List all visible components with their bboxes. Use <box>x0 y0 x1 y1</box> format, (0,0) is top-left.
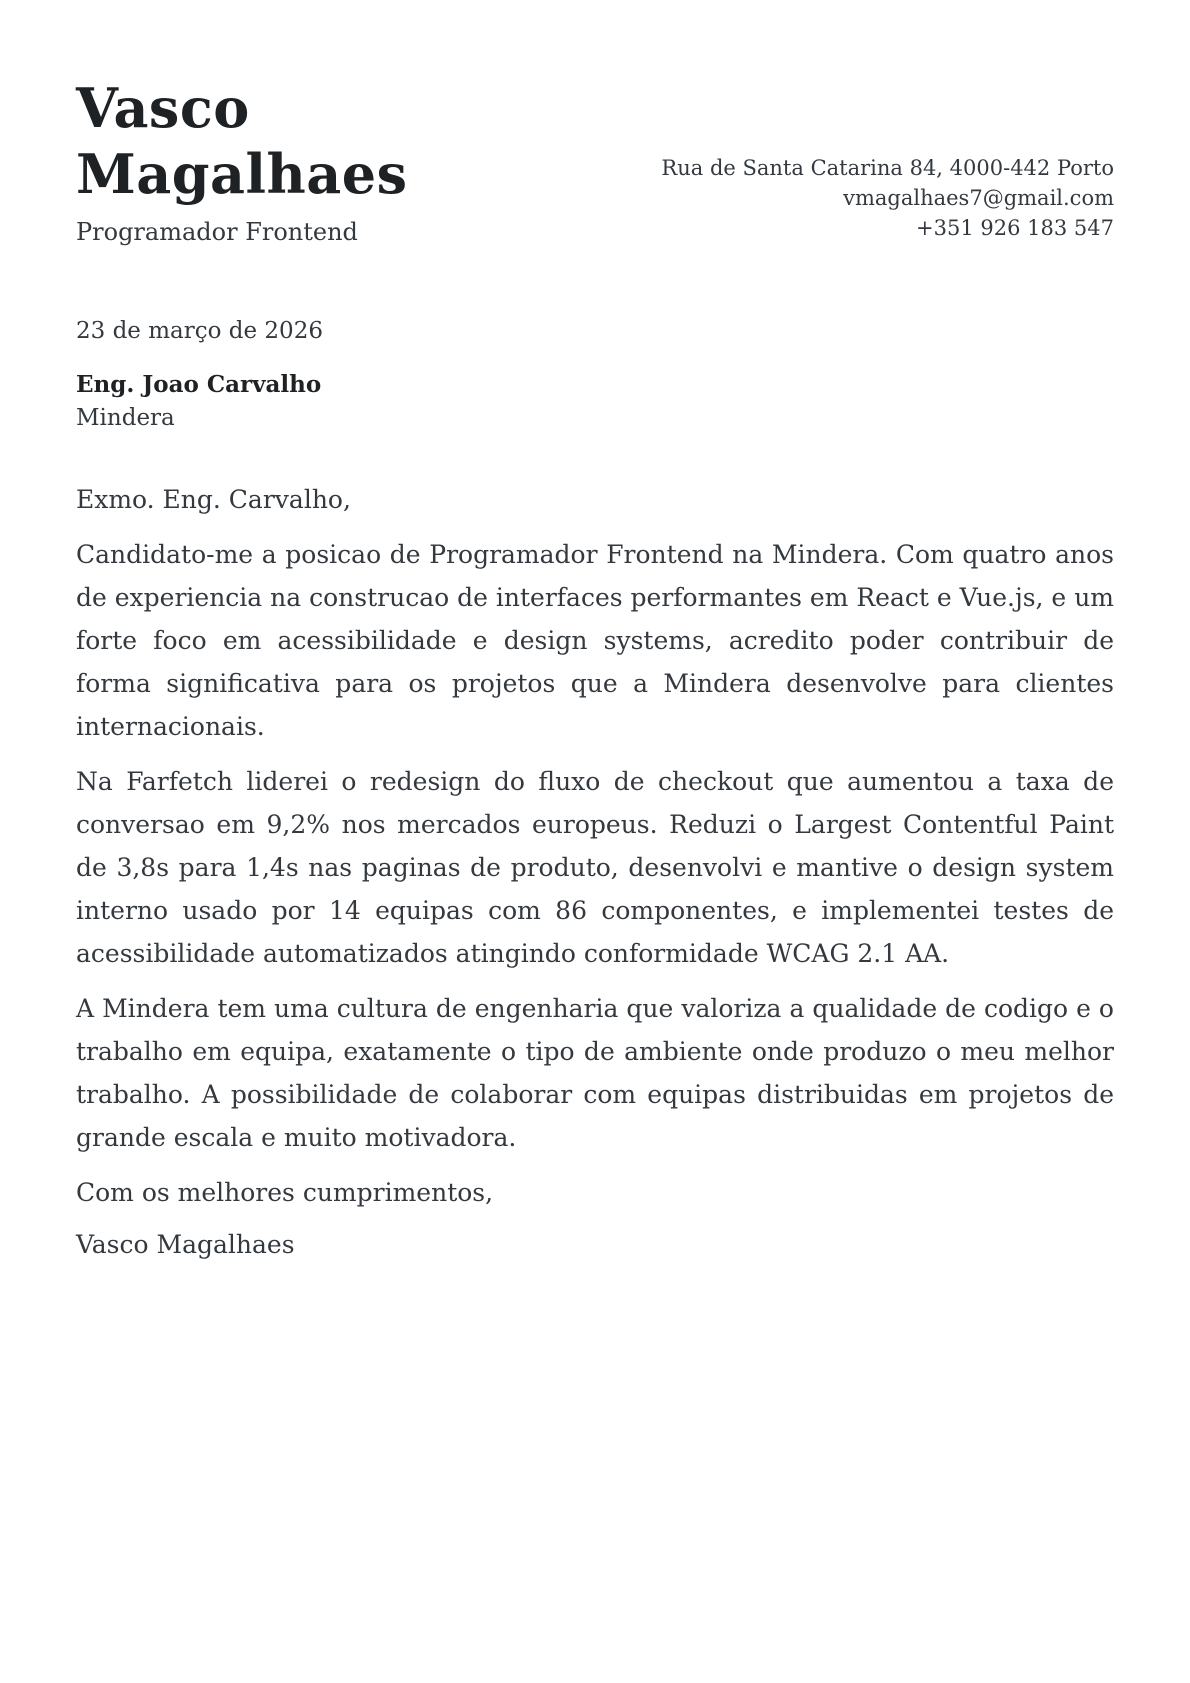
body-paragraph-3: A Mindera tem uma cultura de engenharia que valoriza a qualidade de codigo e o trabalho em equipa, exatamente o tipo de ambiente onde produzo o meu melhor trabalho. A possibilidade de colaborar com equipas distribuidas em projetos de grande escala e muito motivadora. <box>76 993 1114 1152</box>
contact-email: vmagalhaes7@gmail.com <box>843 186 1114 211</box>
recipient-block <box>76 371 1114 431</box>
body-paragraph-2: Na Farfetch liderei o redesign do fluxo de checkout que aumentou a taxa de conversao em 9,2% nos mercados europeus. Reduzi o Largest Contentful Paint de 3,8s para 1,4s nas paginas de produto, desenvolvi e mantive o design system interno usado por 14 equipas com 86 componentes, e implementei testes de acessibilidade automatizados atingindo conformidade WCAG 2.1 AA. <box>76 766 1114 968</box>
recipient-name: Eng. Joao Carvalho <box>76 370 322 398</box>
contact-address: Rua de Santa Catarina 84, 4000-442 Porto <box>661 156 1114 181</box>
body-paragraph-1: Candidato-me a posicao de Programador Frontend na Mindera. Com quatro anos de experiencia na construcao de interfaces performantes em React e Vue.js, e um forte foco em acessibilidade e design systems, acredito poder contribuir de forma significativa para os projetos que a Mindera desenvolve para clientes internacionais. <box>76 539 1114 741</box>
letter-header <box>76 76 1114 246</box>
contact-block <box>661 154 1114 245</box>
applicant-name-line-1: Vasco <box>76 76 250 140</box>
applicant-job-title: Programador Frontend <box>76 217 358 246</box>
signature-name: Vasco Magalhaes <box>76 1229 295 1259</box>
contact-phone: +351 926 183 547 <box>916 215 1114 240</box>
applicant-name <box>76 76 408 208</box>
letter-body <box>76 318 1114 1266</box>
salutation: Exmo. Eng. Carvalho, <box>76 484 351 514</box>
recipient-company: Mindera <box>76 404 175 431</box>
applicant-name-line-2: Magalhaes <box>76 141 408 206</box>
applicant-identity <box>76 76 408 246</box>
letter-date: 23 de março de 2026 <box>76 317 323 344</box>
closing-line: Com os melhores cumprimentos, <box>76 1177 494 1207</box>
